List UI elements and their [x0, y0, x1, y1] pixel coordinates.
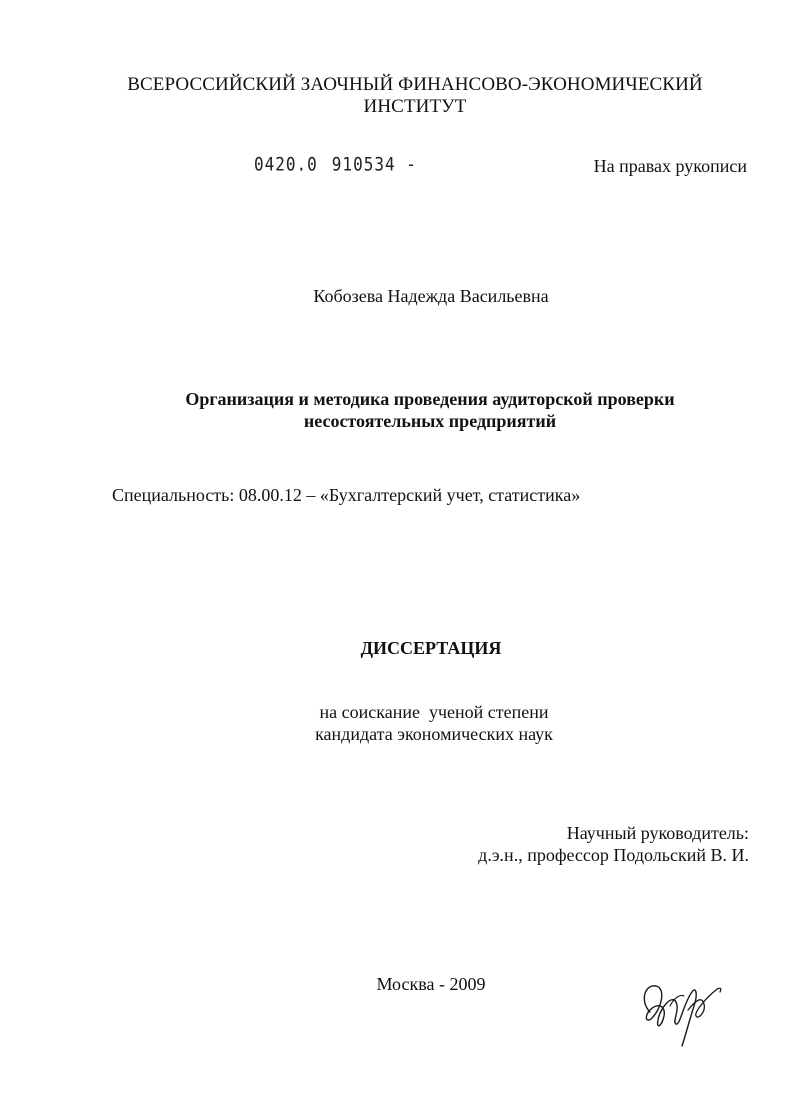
manuscript-rights-label: На правах рукописи	[593, 156, 747, 176]
degree-statement	[0, 701, 795, 745]
institute-line-1: ВСЕРОССИЙСКИЙ ЗАОЧНЫЙ ФИНАНСОВО-ЭКОНОМИЧЕСКИЙ	[127, 74, 703, 95]
author-name: Кобозева Надежда Васильевна	[313, 286, 549, 306]
supervisor-block	[478, 822, 749, 866]
specialty-line: Специальность: 08.00.12 – «Бухгалтерский учет, статистика»	[112, 485, 581, 505]
institute-header	[60, 74, 770, 118]
city-year: Москва - 2009	[376, 974, 486, 994]
thesis-title-line-2: несостоятельных предприятий	[303, 411, 557, 431]
registry-number-stamp	[254, 152, 417, 177]
signature-icon	[636, 972, 726, 1052]
registry-number-part-2: 910534 -	[331, 153, 417, 175]
registry-number-part-1: 0420.0	[254, 153, 318, 175]
degree-line-1: на соискание ученой степени	[319, 702, 549, 722]
document-kind: ДИССЕРТАЦИЯ	[360, 638, 502, 658]
thesis-title-line-1: Организация и методика проведения аудиторской проверки	[185, 389, 675, 409]
supervisor-label: Научный руководитель:	[566, 823, 749, 843]
institute-line-2: ИНСТИТУТ	[363, 96, 467, 117]
thesis-title	[60, 388, 795, 432]
supervisor-name: д.э.н., профессор Подольский В. И.	[478, 845, 749, 865]
degree-line-2: кандидата экономических наук	[315, 724, 553, 744]
